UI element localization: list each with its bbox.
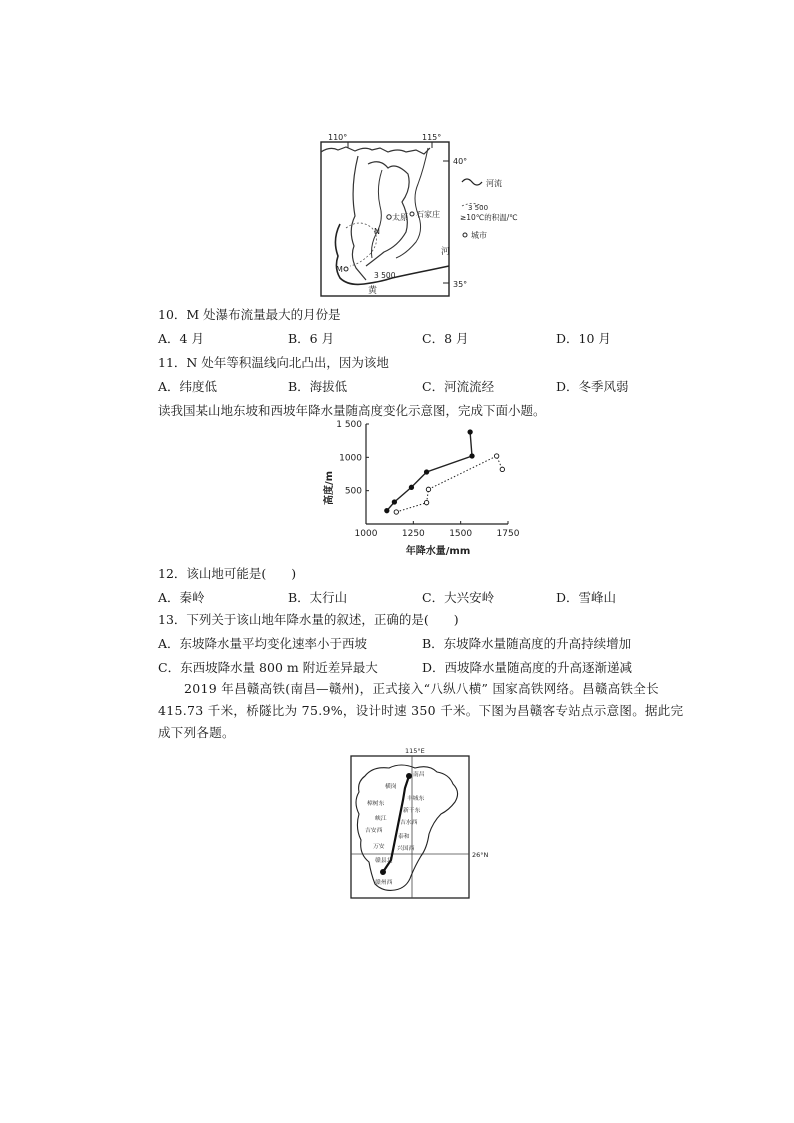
intro-railway-line1: 2019 年昌赣高铁(南昌—赣州)，正式接入“八纵八横” 国家高铁网络。昌赣高铁全长 [184, 681, 659, 696]
q11-option-d: D．冬季风弱 [556, 379, 629, 394]
chart-point-solid [385, 508, 389, 512]
map-shanxi-hebei [310, 128, 540, 300]
q11-option-b: B．海拔低 [288, 379, 348, 394]
q10-stem: 10．M 处瀑布流量最大的月份是 [158, 307, 341, 322]
map1-label-3500: 3 500 [374, 271, 396, 280]
station-jishuixi: 吉水西 [400, 820, 418, 826]
map1-label-N: N [374, 227, 380, 236]
q11-option-c: C．河流流经 [422, 379, 495, 394]
chart-point-dotted [424, 500, 428, 504]
q13-option-b: B．东坡降水量随高度的升高持续增加 [422, 636, 632, 651]
station-xingguoxi: 兴国西 [397, 846, 415, 852]
chart-point-dotted [394, 510, 398, 514]
q12-option-d: D．雪峰山 [556, 590, 617, 605]
chart-x-tick-label: 1000 [354, 529, 378, 539]
chart-point-dotted [426, 487, 430, 491]
map2-lon-label: 115°E [405, 747, 425, 755]
station-taihe: 泰和 [398, 834, 410, 840]
q10-option-d: D．10 月 [556, 331, 611, 346]
map1-label-M: M [336, 265, 343, 274]
q10-option-b: B．6 月 [288, 331, 335, 346]
chart-point-dotted [494, 454, 498, 458]
q12-option-b: B．太行山 [288, 590, 348, 605]
chart-y-tick-label: 1 500 [336, 420, 362, 430]
station-ganxianbei: 赣县北 [375, 858, 393, 864]
map1-fen-river [372, 170, 383, 258]
map1-label-huang: 黄 [368, 286, 378, 296]
q12-stem: 12．该山地可能是( ) [158, 566, 297, 581]
legend-isotherm-label: ≥10℃的积温/℃ [460, 213, 518, 222]
map2-lat-label: 26°N [472, 851, 489, 859]
station-zhangshudong: 樟树东 [367, 801, 385, 807]
map1-label-he: 河 [441, 247, 451, 257]
legend-river-icon [462, 179, 482, 185]
map2-station-nanchang-dot [406, 773, 412, 779]
legend-river-label: 河流 [486, 179, 502, 188]
chart-point-solid [392, 500, 396, 504]
station-fengchengdong: 丰城东 [407, 796, 425, 802]
q13-option-c: C．东西坡降水量 800 m 附近差异最大 [158, 660, 378, 675]
map2-station-ganzhou-dot [380, 869, 386, 875]
map1-lat-top: 40° [453, 157, 468, 166]
q11-option-a: A．纬度低 [158, 379, 218, 394]
chart-point-solid [424, 470, 428, 474]
map1-eastern-river [396, 148, 428, 258]
legend-city-icon [463, 233, 467, 237]
chart-y-tick-label: 1000 [339, 453, 362, 464]
q12-option-c: C．大兴安岭 [422, 590, 495, 605]
map1-point-M [344, 267, 348, 271]
chart-y-axis-label: 高度/m [324, 470, 335, 506]
station-jianxi: 吉安西 [365, 828, 383, 834]
legend-isotherm-value: 3 500 [468, 204, 489, 212]
chart-point-solid [468, 430, 472, 434]
map1-lon-left: 110° [328, 133, 348, 142]
station-ganzhouxi: 赣州西 [375, 880, 393, 886]
q12-option-a: A．秦岭 [158, 590, 205, 605]
chart-x-tick-label: 1750 [496, 529, 520, 539]
chart-x-tick-label: 1250 [401, 529, 425, 539]
chart-x-tick-label: 1500 [449, 529, 473, 539]
legend-city-label: 城市 [471, 231, 487, 240]
station-nanchang: 南昌 [413, 772, 425, 778]
map1-lon-right: 115° [422, 133, 442, 142]
chart-point-dotted [500, 467, 504, 471]
q11-stem: 11．N 处年等积温线向北凸出，因为该地 [158, 355, 389, 370]
intro-precipitation: 读我国某山地东坡和西坡年降水量随高度变化示意图，完成下面小题。 [158, 403, 546, 418]
chart-x-axis-label: 年降水量/mm [405, 546, 471, 557]
map-jiangxi-railway [345, 744, 495, 900]
map1-northern-boundary [321, 147, 430, 154]
intro-railway-line3: 成下列各题。 [158, 725, 235, 740]
map1-city-taiyuan [387, 215, 391, 219]
station-wanan: 万安 [373, 844, 385, 850]
chart-series-line-solid [387, 432, 472, 511]
intro-railway-line2: 415.73 千米，桥隧比为 75.9%，设计时速 350 千米。下图为昌赣客专站点示意图。据此完 [158, 703, 684, 718]
station-xinggandong: 新干东 [403, 808, 421, 814]
station-henggang: 横岗 [385, 784, 397, 790]
chart-point-solid [470, 454, 474, 458]
map1-lat-bottom: 35° [453, 280, 468, 289]
map1-label-shijiazhuang: 石家庄 [416, 210, 440, 219]
map1-province-boundary [351, 156, 366, 280]
q10-option-a: A．4 月 [158, 331, 204, 346]
q13-stem: 13．下列关于该山地年降水量的叙述，正确的是( ) [158, 612, 459, 627]
q13-option-d: D．西坡降水量随高度的升高逐渐递减 [422, 660, 633, 675]
precipitation-altitude-chart [318, 418, 528, 560]
map1-city-shijiazhuang [410, 212, 414, 216]
chart-point-solid [409, 485, 413, 489]
map1-label-taiyuan: 太原 [392, 213, 408, 222]
station-xiajiang: 峡江 [375, 816, 387, 822]
q10-option-c: C．8 月 [422, 331, 469, 346]
q13-option-a: A．东坡降水量平均变化速率小于西坡 [158, 636, 368, 651]
chart-y-tick-label: 500 [344, 486, 362, 497]
